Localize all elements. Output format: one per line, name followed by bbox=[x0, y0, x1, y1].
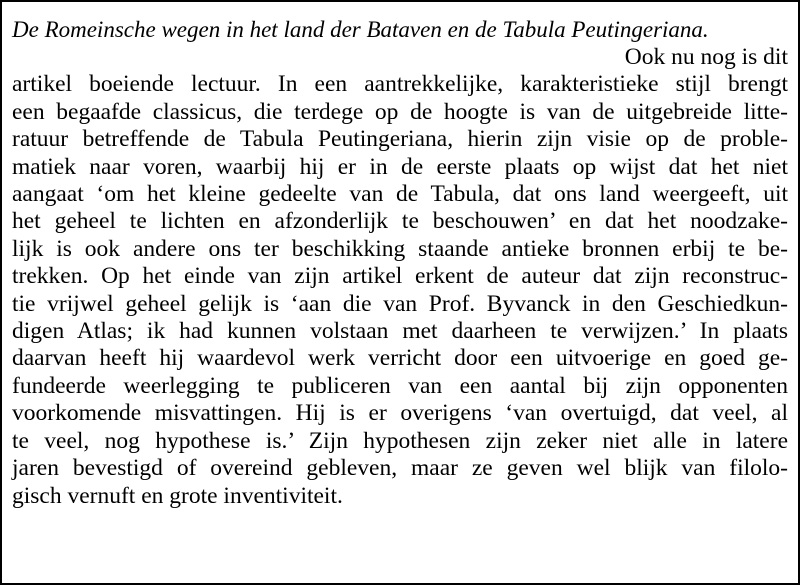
text-line: fundeerde weerlegging te publiceren van een aantal bij zijn opponenten bbox=[12, 372, 788, 399]
article-title: De Romeinsche wegen in het land der Bataven en de Tabula Peutingeriana. bbox=[12, 17, 709, 42]
text-line: te veel, nog hypothese is.’ Zijn hypothesen zijn zeker niet alle in latere bbox=[12, 427, 788, 454]
text-line: ratuur betreffende de Tabula Peutingeriana, hierin zijn visie op de proble- bbox=[12, 126, 788, 153]
text-block bbox=[12, 16, 788, 510]
body-paragraph bbox=[12, 44, 788, 510]
text-line: artikel boeiende lectuur. In een aantrekkelijke, karakteristieke stijl brengt bbox=[12, 71, 788, 98]
text-line: gisch vernuft en grote inventiviteit. bbox=[12, 482, 343, 509]
text-line: matiek naar voren, waarbij hij er in de eerste plaats op wijst dat het niet bbox=[12, 153, 788, 180]
text-line: lijk is ook andere ons ter beschikking staande antieke bronnen erbij te be- bbox=[12, 235, 788, 262]
text-line: een begaafde classicus, die terdege op de hoogte is van de uitgebreide litte- bbox=[12, 98, 788, 125]
text-line: trekken. Op het einde van zijn artikel erkent de auteur dat zijn reconstruc- bbox=[12, 263, 788, 290]
text-line: voorkomende misvattingen. Hij is er overigens ‘van overtuigd, dat veel, al bbox=[12, 400, 788, 427]
text-line: tie vrijwel geheel gelijk is ‘aan die van Prof. Byvanck in den Geschiedkun- bbox=[12, 290, 788, 317]
text-line: daarvan heeft hij waardevol werk verricht door een uitvoerige en goed ge- bbox=[12, 345, 788, 372]
text-line: het geheel te lichten en afzonderlijk te beschouwen’ en dat het noodzake- bbox=[12, 208, 788, 235]
text-line: jaren bevestigd of overeind gebleven, maar ze geven wel blijk van filolo- bbox=[12, 455, 788, 482]
text-line: aangaat ‘om het kleine gedeelte van de Tabula, dat ons land weergeeft, uit bbox=[12, 181, 788, 208]
text-line: digen Atlas; ik had kunnen volstaan met daarheen te verwijzen.’ In plaats bbox=[12, 318, 788, 345]
text-line: Ook nu nog is dit bbox=[624, 44, 788, 70]
